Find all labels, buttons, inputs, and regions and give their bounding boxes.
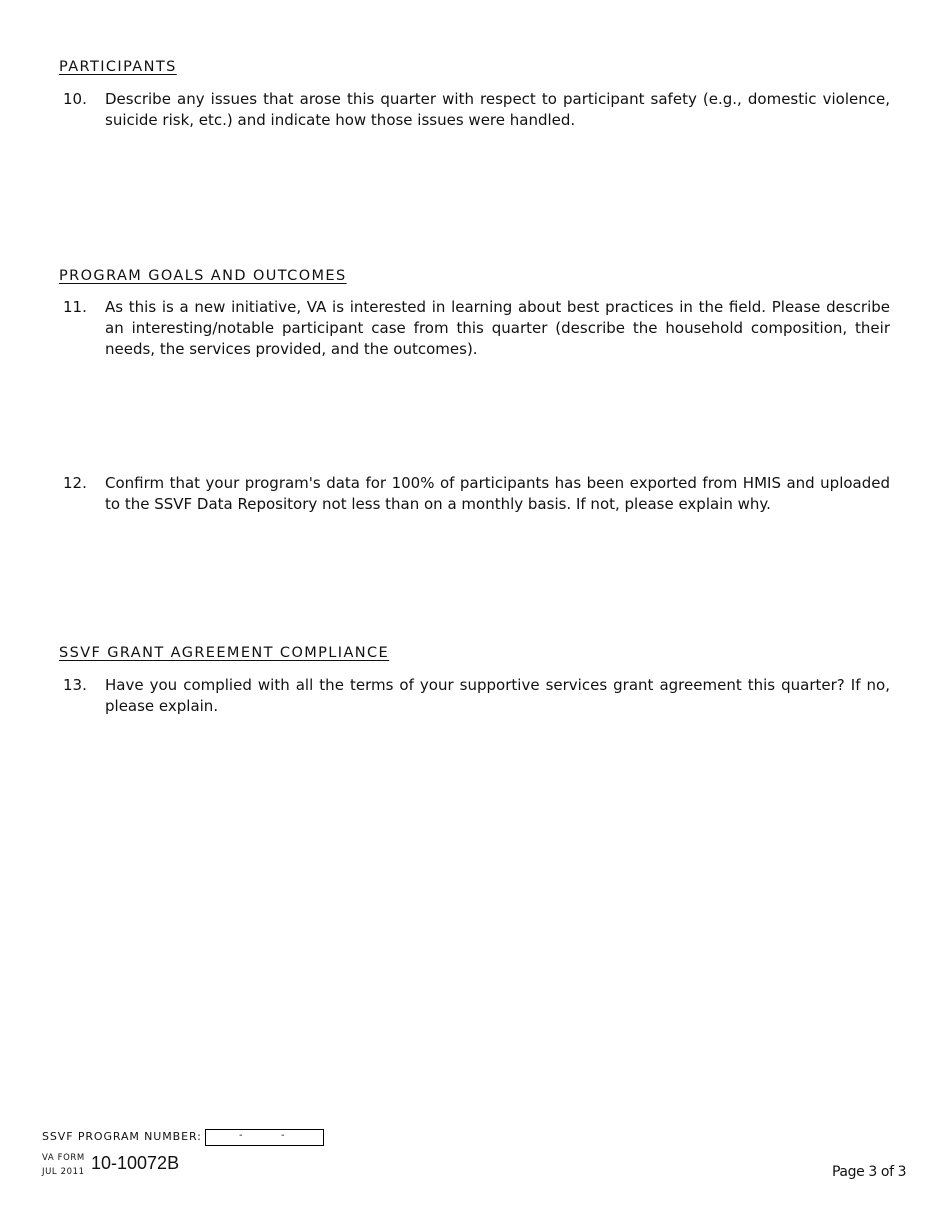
question-number: 13. xyxy=(63,676,87,694)
question-number: 10. xyxy=(63,90,87,108)
question-11 xyxy=(63,297,890,360)
answer-area-10[interactable] xyxy=(105,135,890,260)
form-number: 10-10072B xyxy=(91,1153,180,1173)
va-form-label: VA FORM xyxy=(42,1153,85,1163)
section-heading-participants: PARTICIPANTS xyxy=(59,59,177,75)
answer-area-11[interactable] xyxy=(105,365,890,465)
question-text: Describe any issues that arose this quarter with respect to participant safety (e.g., domestic violence, suicide risk, etc.) and indicate how those issues were handled. xyxy=(105,90,890,129)
section-heading-program-goals: PROGRAM GOALS AND OUTCOMES xyxy=(59,268,347,284)
question-number: 11. xyxy=(63,298,87,316)
question-text: Confirm that your program's data for 100% of participants has been exported from HMIS and uploaded to the SSVF Data Repository not less than on a monthly basis. If not, please explain why. xyxy=(105,474,890,513)
question-12 xyxy=(63,473,890,515)
page-indicator: Page 3 of 3 xyxy=(832,1164,907,1180)
answer-area-13[interactable] xyxy=(105,722,890,1112)
program-number-label: SSVF PROGRAM NUMBER: xyxy=(42,1130,202,1143)
question-number: 12. xyxy=(63,474,87,492)
section-heading-grant-compliance: SSVF GRANT AGREEMENT COMPLIANCE xyxy=(59,645,390,661)
question-text: As this is a new initiative, VA is interested in learning about best practices in the field. Please describe an interesting/notable participant case from this quarter (describe the household composition, their needs, the services provided, and the outcomes). xyxy=(105,298,890,358)
program-number-separator: - xyxy=(239,1130,243,1141)
question-10 xyxy=(63,89,890,131)
answer-area-12[interactable] xyxy=(105,520,890,640)
question-13 xyxy=(63,675,890,717)
program-number-field[interactable] xyxy=(205,1129,324,1146)
question-text: Have you complied with all the terms of your supportive services grant agreement this quarter? If no, please explain. xyxy=(105,676,890,715)
form-date: JUL 2011 xyxy=(42,1167,85,1177)
program-number-separator: - xyxy=(281,1130,285,1141)
